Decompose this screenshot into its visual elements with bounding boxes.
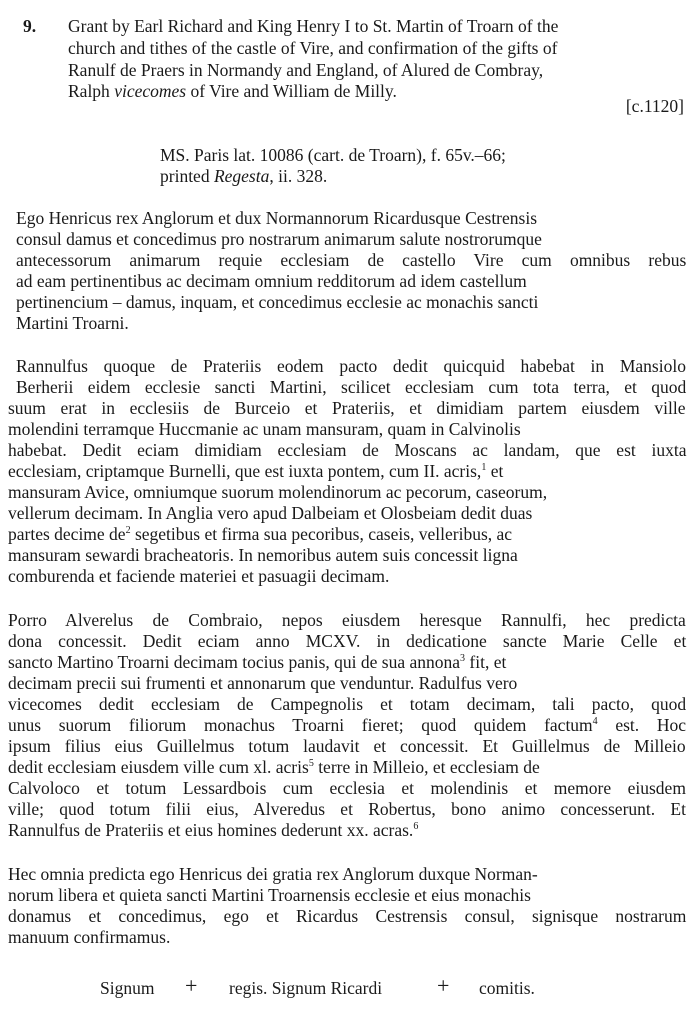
p4-line-4: manuum confirmamus. — [8, 927, 171, 947]
p3-line-5: vicecomes dedit ecclesiam de Campegnolis et totam decimam, tali pacto, quod — [8, 694, 687, 714]
signum-label: Signum — [100, 978, 155, 998]
p4-line-2: norum libera et quieta sancti Martini Troarnensis ecclesie et eius monachis — [8, 885, 531, 905]
charter-date: [c.1120] — [625, 96, 684, 116]
footnote-mark-1[interactable]: 1 — [481, 462, 487, 473]
p1-line-5: pertinencium – damus, inquam, et concedimus ecclesie ac monachis sancti — [16, 292, 539, 312]
p1-line-4: ad eam pertinentibus ac decimam omnium redditorum ad idem castellum — [16, 271, 527, 291]
p3-line-2: dona concessit. Dedit eciam anno MCXV. in dedicatione sancte Marie Celle et — [8, 631, 687, 651]
heading-line-1: Grant by Earl Richard and King Henry I to St. Martin of Troarn of the — [68, 16, 559, 36]
p4-line-3: donamus et concedimus, ego et Ricardus Cestrensis consul, signisque nostrarum — [8, 906, 687, 926]
p4-line-1: Hec omnia predicta ego Henricus dei gratia rex Anglorum duxque Norman- — [8, 864, 538, 884]
p3-line-6: unus suorum filiorum monachus Troarni fieret; quod quidem factum$^4$ est. Hoc — [8, 715, 686, 735]
footnote-mark-6[interactable]: 6 — [413, 821, 419, 832]
p3-line-7: ipsum filius eius Guillelmus totum laudavit et concessit. Et Guillelmus de Milleio — [8, 736, 686, 756]
p2-line-11: comburenda et faciende materiei et pasuagii decimam. — [8, 566, 390, 586]
signum-end: comitis. — [479, 978, 535, 998]
p3-line-10: ville; quod totum filii eius, Alveredus et Robertus, bono animo concesserunt. Et — [8, 799, 686, 819]
p1-line-6: Martini Troarni. — [16, 313, 129, 333]
p2-line-5: habebat. Dedit eciam dimidiam ecclesiam de Moscans ac landam, que est iuxta — [8, 440, 687, 460]
p2-line-2: Berherii eidem ecclesie sancti Martini, scilicet ecclesiam cum tota terra, et quod — [16, 377, 687, 397]
p2-line-8: vellerum decimam. In Anglia vero apud Dalbeiam et Olosbeiam dedit duas — [8, 503, 533, 523]
p3-line-3: sancto Martino Troarni decimam tocius panis, qui de sua annona$^3$ fit, et — [8, 652, 507, 672]
p3-line-4: decimam precii sui frumenti et annonarum que venduntur. Radulfus vero — [8, 673, 518, 693]
p3-line-9: Calvoloco et totum Lessardbois cum ecclesia et molendinis et memore eiusdem — [8, 778, 686, 798]
p2-line-10: mansuram sewardi bracheatoris. In nemoribus autem suis concessit ligna — [8, 545, 518, 565]
p1-line-1: Ego Henricus rex Anglorum et dux Normannorum Ricardusque Cestrensis — [16, 208, 538, 228]
footnote-mark-4[interactable]: 4 — [592, 716, 598, 727]
source-line-2: printed Regesta, ii. 328. — [160, 166, 328, 186]
comital-cross-sign: + — [437, 973, 450, 998]
footnote-mark-2[interactable]: 2 — [125, 525, 131, 536]
p2-line-7: mansuram Avice, omniumque suorum molendinorum ac pecorum, caseorum, — [8, 482, 548, 502]
p1-line-3: antecessorum animarum requie ecclesiam de castello Vire cum omnibus rebus — [16, 250, 687, 270]
heading-line-3: Ranulf de Praers in Normandy and England, of Alured de Combray, — [68, 60, 544, 80]
source-line-1: MS. Paris lat. 10086 (cart. de Troarn), f. 65v.–66; — [160, 145, 506, 165]
p2-line-3: suum erat in ecclesiis de Burceio et Prateriis, et dimidiam partem eiusdem ville — [8, 398, 686, 418]
footnote-mark-5[interactable]: 5 — [308, 758, 314, 769]
p3-line-8: dedit ecclesiam eiusdem ville cum xl. acris$^5$ terre in Milleio, et ecclesiam de — [8, 757, 540, 777]
signum-middle: regis. Signum Ricardi — [229, 978, 383, 998]
p2-line-1: Rannulfus quoque de Prateriis eodem pacto dedit quicquid habebat in Mansiolo — [16, 356, 686, 376]
footnote-mark-3[interactable]: 3 — [460, 653, 466, 664]
p2-line-6: ecclesiam, criptamque Burnelli, que est iuxta pontem, cum II. acris,$^1$ et — [8, 461, 504, 481]
p2-line-4: molendini terramque Huccmanie ac unam mansuram, quam in Calvinolis — [8, 419, 521, 439]
royal-cross-sign: + — [185, 973, 198, 998]
charter-number: 9. — [23, 16, 37, 36]
p3-line-11: Rannulfus de Prateriis et eius homines dederunt xx. acras.$^6$ — [8, 820, 419, 840]
heading-line-4: Ralph vicecomes of Vire and William de Milly. — [68, 81, 397, 101]
heading-line-2: church and tithes of the castle of Vire, and confirmation of the gifts of — [68, 38, 558, 58]
p2-line-9: partes decime $de^2$ segetibus et firma sua pecoribus, caseis, velleribus, ac — [8, 524, 513, 544]
p1-line-2: consul damus et concedimus pro nostrarum animarum salute nostrorumque — [16, 229, 542, 249]
p3-line-1: Porro Alverelus de Combraio, nepos eiusdem heresque Rannulfi, hec predicta — [8, 610, 686, 630]
